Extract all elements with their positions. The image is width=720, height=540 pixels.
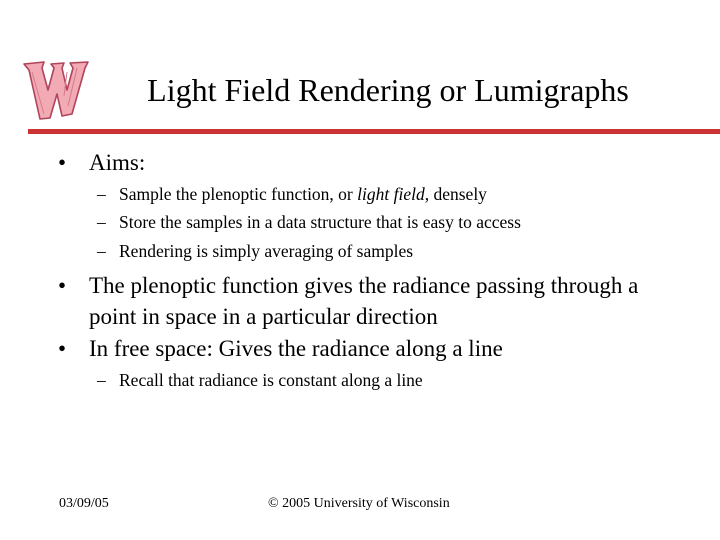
slide-title: Light Field Rendering or Lumigraphs: [147, 72, 629, 108]
subbullet-text-start: Sample the plenoptic function, or: [119, 184, 358, 204]
title-underline: [28, 129, 720, 134]
subbullet-text: Store the samples in a data structure that is easy to access: [119, 212, 521, 232]
bullet-plenoptic: [58, 270, 688, 332]
footer-copyright: © 2005 University of Wisconsin: [268, 496, 450, 511]
bullet-text: Aims:: [89, 150, 146, 175]
bullet-text: The plenoptic function gives the radiance passing through a point in space in a particular direction: [89, 273, 639, 329]
subbullet-text-italic: light field: [357, 184, 425, 204]
subbullet-text-end: , densely: [424, 184, 487, 204]
bullet-free-space: [58, 333, 688, 364]
subbullet-marker: –: [97, 212, 106, 232]
subbullet-recall: [97, 368, 423, 393]
wisconsin-w-logo: [20, 56, 90, 122]
subbullet-marker: –: [97, 184, 106, 204]
subbullet-sample: [97, 182, 487, 207]
bullet-marker: •: [58, 273, 67, 298]
subbullet-text: Rendering is simply averaging of samples: [119, 241, 414, 261]
bullet-text: In free space: Gives the radiance along a line: [89, 336, 503, 361]
bullet-aims: [58, 147, 688, 178]
footer-date: 03/09/05: [59, 496, 109, 511]
subbullet-store: [97, 210, 521, 235]
subbullet-marker: –: [97, 241, 106, 261]
subbullet-text: Recall that radiance is constant along a line: [119, 370, 423, 390]
bullet-marker: •: [58, 336, 67, 361]
subbullet-rendering: [97, 239, 413, 264]
subbullet-marker: –: [97, 370, 106, 390]
bullet-marker: •: [58, 150, 67, 175]
